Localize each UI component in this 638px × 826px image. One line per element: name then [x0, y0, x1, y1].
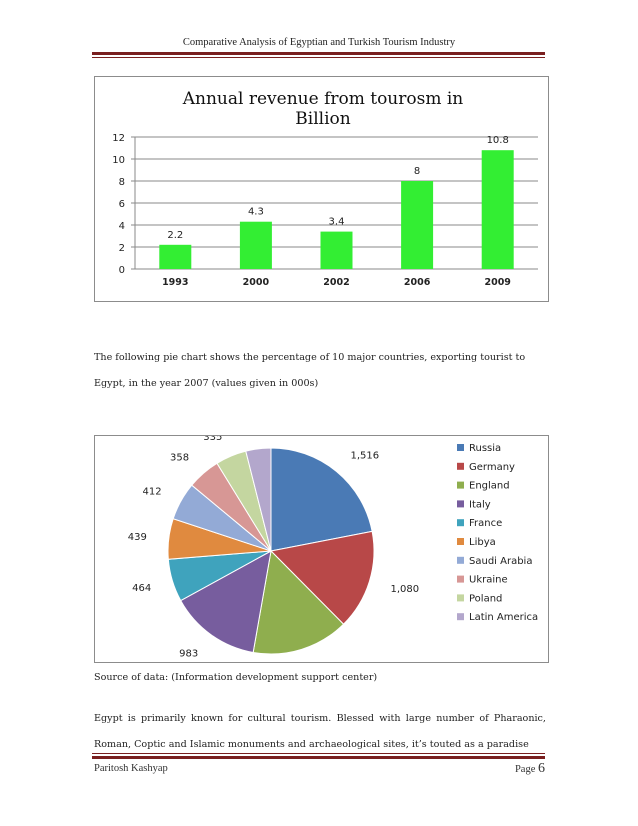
bar-value-label: 4.3 [247, 206, 264, 218]
x-tick-label: 2000 [242, 277, 270, 288]
legend-label: France [469, 518, 503, 530]
y-tick-label: 0 [118, 265, 125, 276]
y-tick-label: 6 [118, 199, 125, 210]
legend-label: Saudi Arabia [469, 555, 533, 567]
y-tick-label: 12 [112, 133, 125, 144]
bar-2002 [321, 232, 353, 269]
bar-value-label: 3.4 [328, 216, 345, 228]
pie-value-label: 983 [179, 648, 199, 660]
bars [159, 150, 513, 269]
chart-title-line-1: Annual revenue from tourosm in [182, 89, 464, 109]
source-note: Source of data: (Information development support center) [94, 672, 378, 683]
x-tick-label: 1993 [162, 277, 189, 288]
bar-value-label: 2.2 [167, 229, 184, 241]
legend-label: Italy [469, 499, 491, 511]
header-rule-thick [92, 52, 545, 55]
y-tick-label: 8 [118, 177, 125, 188]
paragraph-body-1: Egypt is primarily known for cultural tourism. Blessed with large number of Pharaonic, [94, 713, 546, 724]
legend-swatch [457, 463, 464, 470]
tourist-pie-chart-canvas [95, 436, 548, 662]
legend [457, 443, 538, 623]
bar-2000 [240, 222, 272, 269]
legend-swatch [457, 500, 464, 507]
legend-swatch [457, 538, 464, 545]
page-label: Page [514, 764, 536, 775]
y-tick-label: 4 [118, 221, 125, 232]
legend-swatch [457, 557, 464, 564]
bar-2006 [401, 181, 433, 269]
footer-author: Paritosh Kashyap [94, 763, 168, 774]
x-tick-label: 2006 [403, 277, 431, 288]
running-header: Comparative Analysis of Egyptian and Turkish Tourism Industry [182, 37, 456, 48]
paragraph-body-2: Roman, Coptic and Islamic monuments and archaeological sites, it’s touted as a paradise [94, 739, 529, 750]
pie-value-label: 412 [142, 486, 162, 498]
x-tick-label: 2002 [323, 277, 350, 288]
pie-slices [168, 448, 374, 654]
pie-value-label: 335 [203, 436, 223, 443]
pie-value-label: 464 [132, 582, 152, 594]
pie-value-label: 1,516 [350, 450, 380, 462]
legend-label: Latin America [469, 612, 539, 624]
y-tick-label: 10 [112, 155, 125, 166]
header-rule-thin [92, 57, 545, 58]
pie-value-label: 439 [127, 532, 147, 544]
x-tick-label: 2009 [484, 277, 511, 288]
legend-label: Poland [469, 593, 503, 605]
bar-1993 [159, 245, 191, 269]
legend-swatch [457, 613, 464, 620]
legend-swatch [457, 576, 464, 583]
y-tick-label: 2 [118, 243, 125, 254]
pie-value-label: 358 [169, 452, 190, 464]
legend-label: Russia [469, 443, 502, 454]
pie-value-label: 1,080 [390, 583, 420, 595]
page-number: 6 [538, 761, 545, 776]
bar-value-label: 10.8 [486, 135, 509, 147]
revenue-bar-chart-canvas [95, 77, 548, 301]
bar-2009 [482, 150, 514, 269]
legend-swatch [457, 594, 464, 601]
footer-page-number [470, 761, 545, 777]
legend-swatch [457, 444, 464, 451]
paragraph-pie-intro-1: The following pie chart shows the percentage of 10 major countries, exporting tourist to [94, 352, 526, 363]
chart-title-line-2: Billion [295, 109, 351, 129]
legend-label: England [469, 480, 510, 492]
footer-rule-thin [92, 753, 545, 754]
bar-value-label: 8 [413, 166, 421, 177]
legend-swatch [457, 482, 464, 489]
legend-label: Germany [469, 461, 515, 473]
legend-label: Ukraine [469, 574, 508, 586]
revenue-bar-chart [94, 76, 549, 302]
tourist-pie-chart [94, 435, 549, 663]
paragraph-pie-intro-2: Egypt, in the year 2007 (values given in 000s) [94, 378, 319, 389]
legend-swatch [457, 519, 464, 526]
footer-rule-thick [92, 756, 545, 759]
legend-label: Libya [469, 537, 496, 548]
